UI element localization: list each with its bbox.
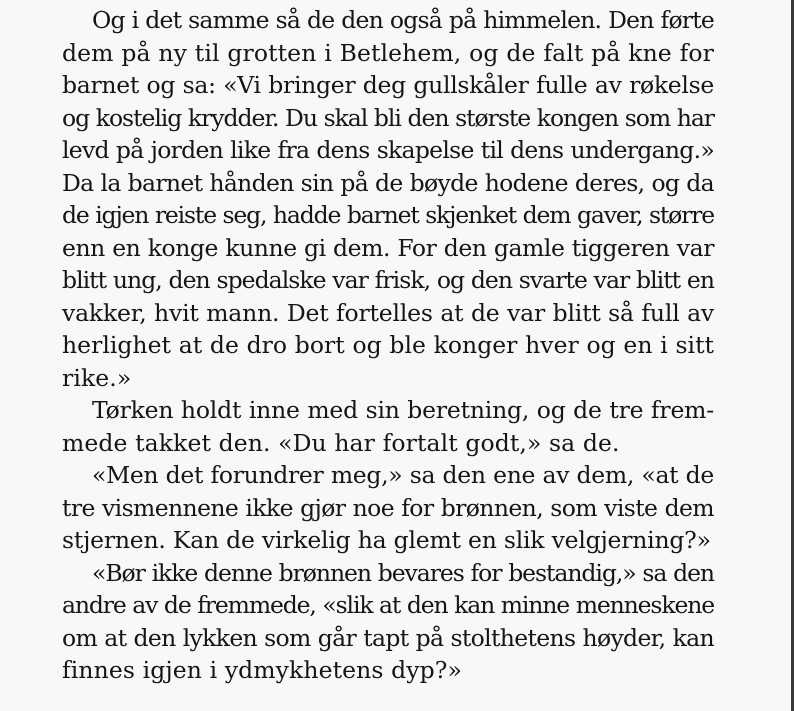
text-line: tre vismennene ikke gjør noe for brønnen, som viste dem <box>62 493 714 522</box>
text-line: vakker, hvit mann. Det fortelles at de var blitt så full av <box>62 298 714 327</box>
text-line: finnes igjen i ydmykhetens dyp?» <box>62 656 462 684</box>
text-line: mede takket den. «Du har fortalt godt,» sa de. <box>62 428 620 457</box>
text-line: om at den lykken som går tapt på stolthetens høyder, kan <box>62 623 714 652</box>
body-text <box>62 4 714 687</box>
paragraph <box>62 394 714 459</box>
text-line: rike.» <box>62 363 132 392</box>
text-line: andre av de fremmede, «slik at den kan minne menneskene <box>62 591 714 619</box>
paragraph <box>62 459 714 557</box>
text-line: barnet og sa: «Vi bringer deg gullskåler fulle av røkelse <box>62 71 714 99</box>
text-line: Tørken holdt inne med sin beretning, og de tre frem- <box>92 396 714 424</box>
text-line: stjernen. Kan de virkelig ha glemt en slik velgjerning?» <box>62 526 711 554</box>
text-line: dem på ny til grotten i Betlehem, og de falt på kne for <box>62 38 714 67</box>
text-line: «Bør ikke denne brønnen bevares for bestandig,» sa den <box>92 558 714 587</box>
paragraph <box>62 557 714 687</box>
text-line: herlighet at de dro bort og ble konger hver og en i sitt <box>62 331 714 359</box>
text-line: enn en konge kunne gi dem. For den gamle tiggeren var <box>62 233 714 262</box>
text-line: og kostelig krydder. Du skal bli den største kongen som har <box>62 103 714 132</box>
text-line: Da la barnet hånden sin på de bøyde hodene deres, og da <box>62 168 714 197</box>
paragraph <box>62 4 714 394</box>
text-line: levd på jorden like fra dens skapelse til dens undergang.» <box>62 136 714 164</box>
text-line: Og i det samme så de den også på himmelen. Den førte <box>92 6 714 34</box>
text-line: blitt ung, den spedalske var frisk, og den svarte var blitt en <box>62 266 714 294</box>
text-line: «Men det forundrer meg,» sa den ene av dem, «at de <box>92 461 714 489</box>
text-line: de igjen reiste seg, hadde barnet skjenket dem gaver, større <box>62 201 714 229</box>
